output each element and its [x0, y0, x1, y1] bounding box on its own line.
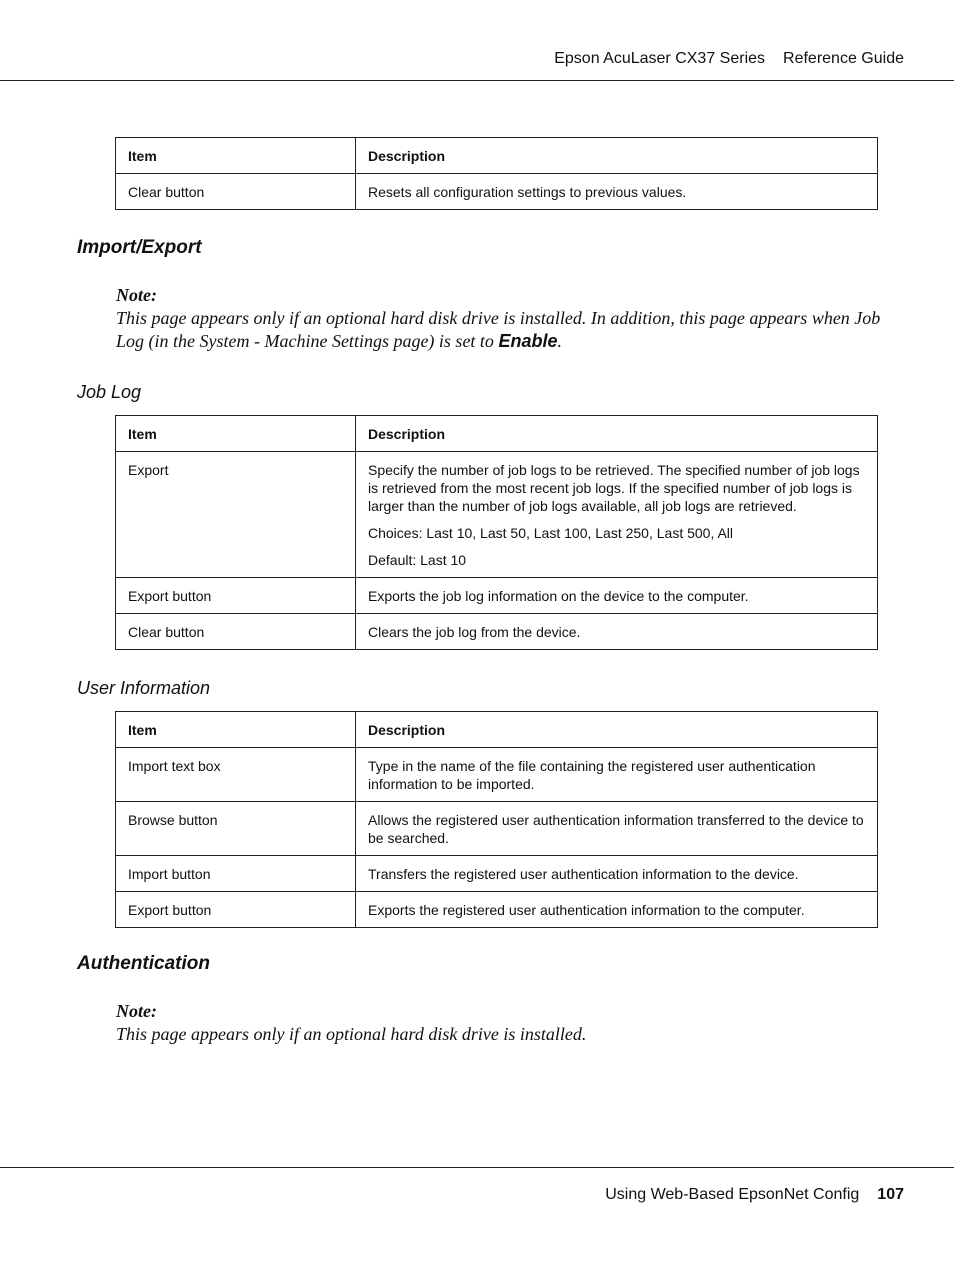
note-label: Note: [116, 1001, 157, 1021]
table-row [116, 856, 878, 892]
table-row [116, 174, 878, 210]
note-label: Note: [116, 285, 157, 305]
header-product: Epson AcuLaser CX37 Series [554, 50, 766, 67]
header-rule [0, 80, 954, 81]
column-header-item: Item [116, 138, 356, 174]
authentication-note [116, 1000, 886, 1046]
row-description: Resets all configuration settings to previous values. [356, 174, 878, 210]
job-log-table [115, 415, 878, 650]
settings-table-continued [115, 137, 878, 210]
subsection-title-user-information: User Information [77, 678, 211, 698]
column-header-description: Description [356, 138, 878, 174]
default-text: Default: Last 10 [368, 552, 467, 568]
row-item: Import button [116, 856, 356, 892]
column-header-item: Item [116, 416, 356, 452]
table-header-row [116, 712, 878, 748]
header-guide: Reference Guide [783, 50, 904, 67]
table-row [116, 578, 878, 614]
table-row [116, 748, 878, 802]
row-item: Clear button [116, 174, 356, 210]
description-text: Specify the number of job logs to be retrieved. The specified number of job logs is retrieved from the most recent job logs. If the specified number of job logs is larger than the number of job logs available, all job logs are retrieved. [368, 462, 860, 514]
column-header-item: Item [116, 712, 356, 748]
row-description: Transfers the registered user authentication information to the device. [356, 856, 878, 892]
table-header-row [116, 416, 878, 452]
row-description: Exports the registered user authentication information to the computer. [356, 892, 878, 928]
import-export-note [116, 284, 886, 353]
table-header-row [116, 138, 878, 174]
row-item: Browse button [116, 802, 356, 856]
row-description: Exports the job log information on the device to the computer. [356, 578, 878, 614]
note-text: This page appears only if an optional hard disk drive is installed. In addition, this page appears when Job Log (in the System - Machine Settings page) is set to [116, 308, 881, 351]
column-header-description: Description [356, 712, 878, 748]
row-description: Type in the name of the file containing the registered user authentication information to be imported. [356, 748, 878, 802]
footer-section: Using Web-Based EpsonNet Config [605, 1186, 860, 1203]
row-item: Export button [116, 892, 356, 928]
table-row [116, 614, 878, 650]
table-row [116, 452, 878, 578]
row-item: Export [116, 452, 356, 578]
page-number: 107 [877, 1186, 904, 1203]
section-title-authentication: Authentication [77, 953, 210, 974]
row-description: Clears the job log from the device. [356, 614, 878, 650]
section-title-import-export: Import/Export [77, 237, 202, 258]
subsection-title-job-log: Job Log [77, 382, 142, 402]
table-row [116, 802, 878, 856]
row-item: Export button [116, 578, 356, 614]
note-text-end: . [557, 331, 562, 351]
running-footer [605, 1186, 904, 1204]
footer-rule [0, 1167, 954, 1168]
row-item: Import text box [116, 748, 356, 802]
note-emphasis: Enable [498, 331, 558, 351]
column-header-description: Description [356, 416, 878, 452]
row-description [356, 452, 878, 578]
running-header [554, 50, 904, 68]
table-row [116, 892, 878, 928]
user-information-table [115, 711, 878, 928]
note-text: This page appears only if an optional hard disk drive is installed. [116, 1024, 587, 1044]
row-description: Allows the registered user authentication information transferred to the device to be searched. [356, 802, 878, 856]
row-item: Clear button [116, 614, 356, 650]
choices-text: Choices: Last 10, Last 50, Last 100, Last 250, Last 500, All [368, 525, 734, 541]
